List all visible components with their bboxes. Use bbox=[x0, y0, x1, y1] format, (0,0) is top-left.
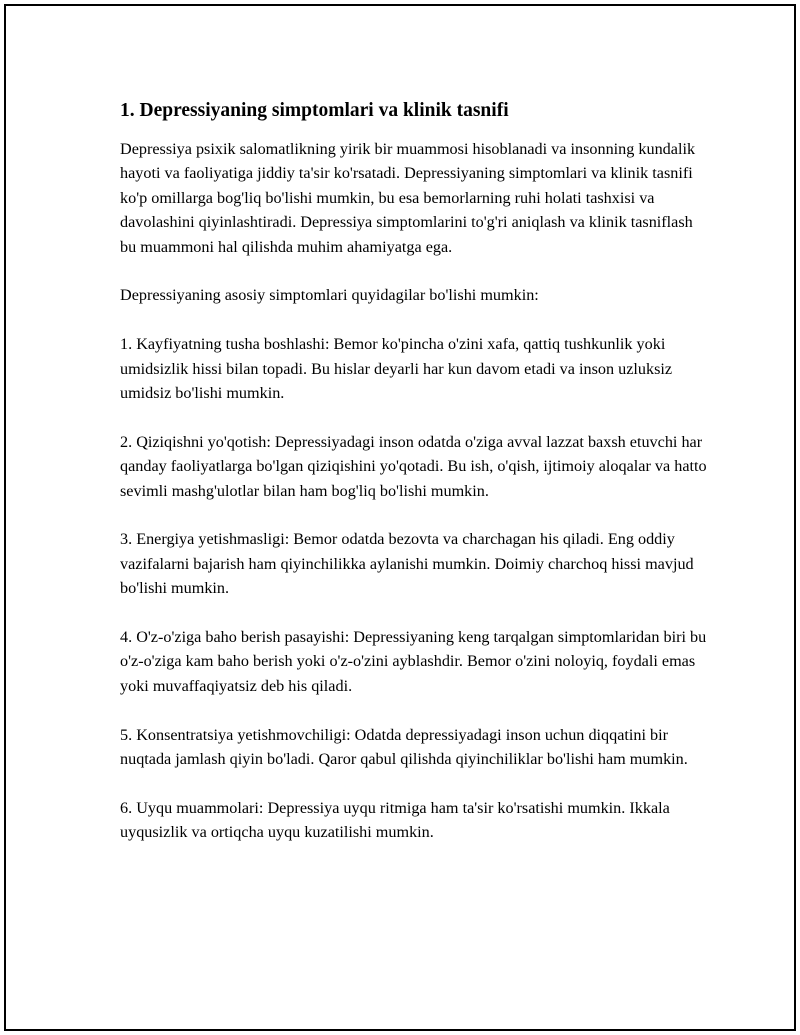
symptom-item-sleep: 6. Uyqu muammolari: Depressiya uyqu ritmiga ham ta'sir ko'rsatishi mumkin. Ikkala uyqusizlik va ortiqcha uyqu kuzatilishi mumkin. bbox=[120, 798, 670, 842]
document-body bbox=[120, 98, 710, 845]
symptom-item-mood: 1. Kayfiyatning tusha boshlashi: Bemor ko'pincha o'zini xafa, qattiq tushkunlik yoki umidsizlik hissi bilan topadi. Bu hislar deyarli har kun davom etadi va inson uzluksiz umidsiz bo'lishi mumkin. bbox=[120, 335, 673, 403]
symptoms-intro-paragraph: Depressiyaning asosiy simptomlari quyidagilar bo'lishi mumkin: bbox=[120, 286, 539, 305]
section-heading: 1. Depressiyaning simptomlari va klinik tasnifi bbox=[120, 100, 509, 121]
intro-paragraph: Depressiya psixik salomatlikning yirik bir muammosi hisoblanadi va insonning kundalik hayoti va faoliyatiga jiddiy ta'sir ko'rsatadi. Depressiyaning simptomlari va klinik tasnifi ko'p omillarga bog'liq bo'lishi mumkin, bu esa bemorlarning ruhi holati tashxisi va davolashini qiyinlashtiradi. Depressiya simptomlarini to'g'ri aniqlash va klinik tasniflash bu muammoni hal qilishda muhim ahamiyatga ega. bbox=[120, 140, 696, 256]
page-frame bbox=[4, 4, 796, 1031]
symptom-item-interest-loss: 2. Qiziqishni yo'qotish: Depressiyadagi inson odatda o'ziga avval lazzat baxsh etuvchi har qanday faoliyatlarga bo'lgan qiziqishini yo'qotadi. Bu ish, o'qish, ijtimoiy aloqalar va hatto sevimli mashg'ulotlar bilan ham bog'liq bo'lishi mumkin. bbox=[120, 432, 707, 500]
symptom-item-concentration: 5. Konsentratsiya yetishmovchiligi: Odatda depressiyadagi inson uchun diqqatini bir nuqtada jamlash qiyin bo'ladi. Qaror qabul qilishda qiyinchiliklar bo'lishi ham mumkin. bbox=[120, 725, 688, 769]
symptom-item-energy: 3. Energiya yetishmasligi: Bemor odatda bezovta va charchagan his qiladi. Eng oddiy vazifalarni bajarish ham qiyinchilikka aylanishi mumkin. Doimiy charchoq hissi mavjud bo'lishi mumkin. bbox=[120, 530, 694, 598]
symptom-item-self-esteem: 4. O'z-o'ziga baho berish pasayishi: Depressiyaning keng tarqalgan simptomlaridan biri bu o'z-o'ziga kam baho berish yoki o'z-o'zini ayblashdir. Bemor o'zini noloyiq, foydali emas yoki muvaffaqiyatsiz deb his qiladi. bbox=[120, 628, 707, 695]
